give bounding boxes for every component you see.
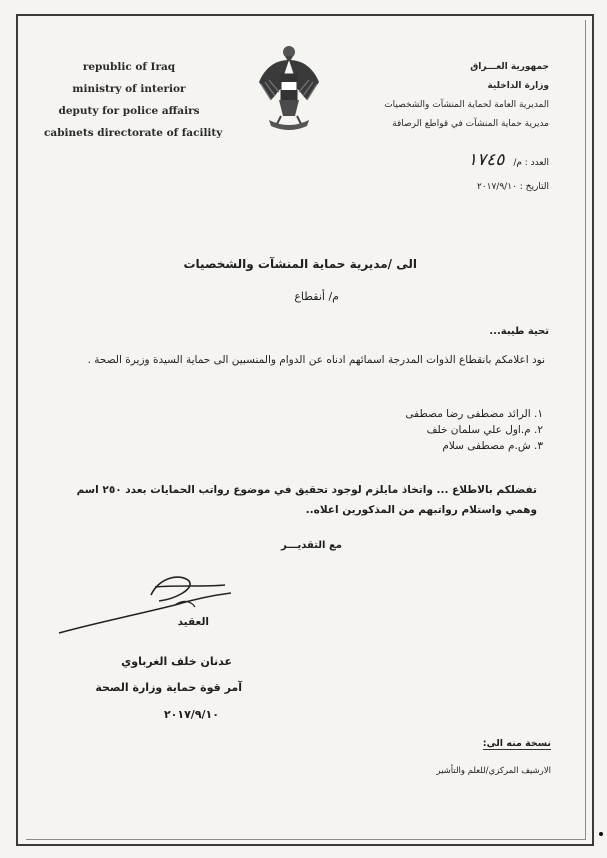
addressee-line: الى /مديرية حماية المنشآت والشخصيات [183, 257, 417, 271]
list-item: ١. الرائد مصطفى رضا مصطفى [405, 408, 543, 420]
persons-list [283, 406, 543, 454]
number-value: ١٧٤٥ [467, 150, 505, 170]
signatory-name: عدنان خلف الغرباوي [121, 655, 232, 668]
signatory-position: آمر قوة حماية وزارة الصحة [95, 681, 242, 694]
regards-line: مع التقديـــر [281, 540, 342, 551]
letterhead-ar-line2: وزارة الداخلية [487, 81, 549, 91]
letterhead-en-line2: ministry of interior [72, 83, 186, 95]
signatory-rank: العقيد [177, 616, 209, 628]
letterhead-en-line1: republic of Iraq [82, 61, 176, 73]
body-paragraph: نود اعلامكم بانقطاع الذوات المدرجة اسمائهم ادناه عن الدوام والمنسبين الى حماية السيدة وزيرة الصحة . [87, 354, 545, 366]
list-item: ٢. م.اول علي سلمان خلف [426, 424, 543, 436]
letterhead-english [44, 56, 223, 144]
signatory-date: ٢٠١٧/٩/١٠ [163, 708, 219, 721]
list-item: ٣. ش.م مصطفى سلام [442, 440, 543, 452]
number-label: العدد : م/ [513, 158, 549, 168]
letterhead-ar-line1: جمهورية العـــراق [470, 62, 549, 72]
document-date: التاريخ : ٢٠١٧/٩/١٠ [476, 182, 549, 192]
letterhead-en-line3: deputy for police affairs [58, 105, 200, 117]
greeting-line: تحية طيبة... [489, 326, 549, 337]
letterhead-arabic [299, 58, 549, 134]
document-number [289, 150, 549, 170]
subject-line: م/ أنقطاع [294, 290, 339, 303]
copy-to-label: نسخة منه الى: [482, 738, 551, 749]
letterhead-ar-line4: مديرية حماية المنشآت في قواطع الرصافة [392, 119, 549, 129]
request-paragraph: تفضلكم بالاطلاع ... واتخاذ مايلزم لوجود تحقيق في موضوع رواتب الحمايات بعدد ٢٥٠ اسم وهمي واستلام رواتبهم من المذكورين اعلاه.. [76, 484, 537, 516]
handwritten-signature [55, 565, 235, 645]
letterhead-en-line4: cabinets directorate of facility [44, 127, 223, 139]
copy-to-item: الارشيف المركزي/للعلم والتأشير [436, 766, 551, 776]
letterhead-ar-line3: المديرية العامة لحماية المنشآت والشخصيات [384, 100, 549, 110]
scan-dot [599, 832, 603, 836]
